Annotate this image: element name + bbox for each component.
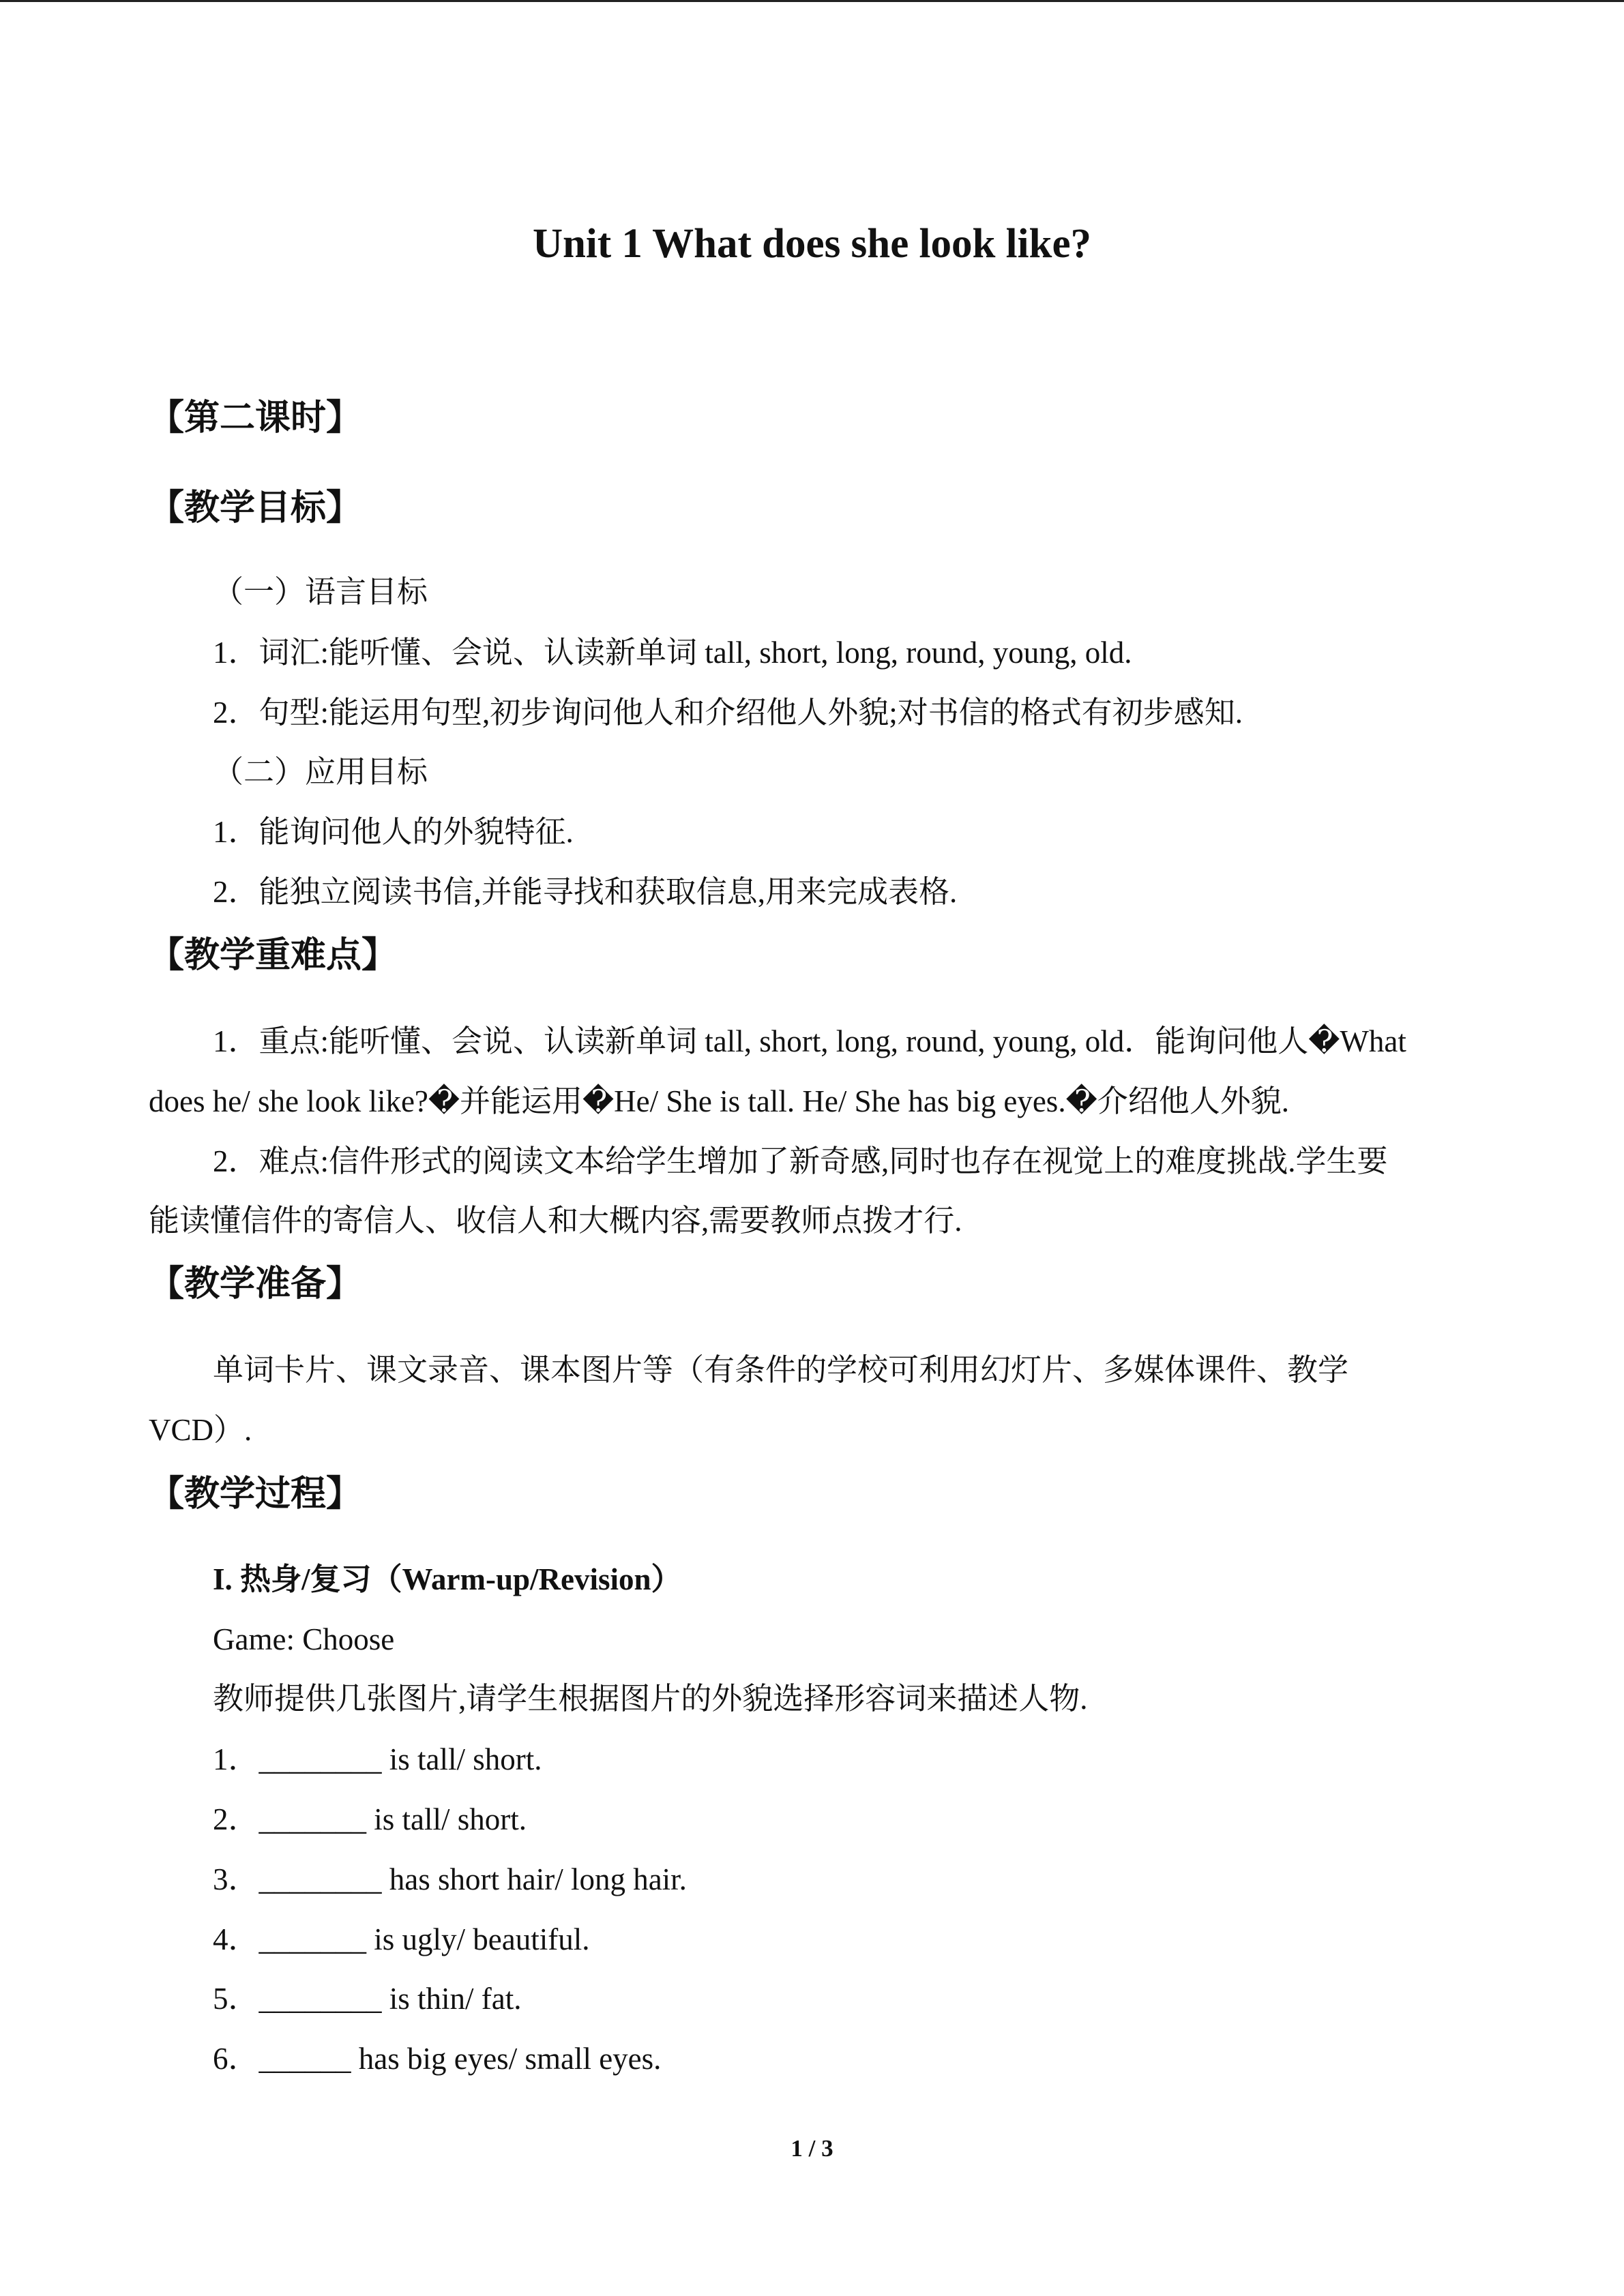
objectives-application-heading: （二）应用目标 <box>213 755 428 789</box>
key-point-1-line-1: 1．重点:能听懂、会说、认读新单词 tall, short, long, round, young, old．能询问他人�What <box>213 1024 1406 1058</box>
page-number: 1 / 3 <box>791 2135 833 2162</box>
game-instruction: 教师提供几张图片,请学生根据图片的外貌选择形容词来描述人物. <box>213 1682 1088 1716</box>
key-point-2-line-1: 2．难点:信件形式的阅读文本给学生增加了新奇感,同时也存在视觉上的难度挑战.学生要 <box>213 1144 1388 1178</box>
exercise-item-5: 5．________ is thin/ fat. <box>213 1982 522 2016</box>
preparation-line-2: VCD）. <box>149 1413 252 1447</box>
section-heading-preparation: 【教学准备】 <box>149 1264 362 1304</box>
objectives-application-item-1: 1．能询问他人的外貌特征. <box>213 815 574 849</box>
objectives-language-item-2: 2．句型:能运用句型,初步询问他人和介绍他人外貌;对书信的格式有初步感知. <box>213 696 1243 730</box>
warmup-heading: I. 热身/复习（Warm-up/Revision） <box>213 1562 682 1596</box>
section-heading-objectives: 【教学目标】 <box>149 488 362 528</box>
exercise-item-2: 2．_______ is tall/ short. <box>213 1802 527 1836</box>
section-heading-process: 【教学过程】 <box>149 1474 362 1515</box>
objectives-language-heading: （一）语言目标 <box>213 575 428 609</box>
exercise-item-3: 3．________ has short hair/ long hair. <box>213 1862 687 1896</box>
key-point-2-line-2: 能读懂信件的寄信人、收信人和大概内容,需要教师点拨才行. <box>149 1204 962 1238</box>
exercise-item-6: 6．______ has big eyes/ small eyes. <box>213 2042 662 2076</box>
objectives-language-item-1: 1．词汇:能听懂、会说、认读新单词 tall, short, long, round, young, old. <box>213 636 1132 670</box>
objectives-application-item-2: 2．能独立阅读书信,并能寻找和获取信息,用来完成表格. <box>213 875 958 909</box>
section-heading-lesson: 【第二课时】 <box>149 398 362 438</box>
exercise-item-4: 4．_______ is ugly/ beautiful. <box>213 1922 590 1956</box>
document-title: Unit 1 What does she look like? <box>532 221 1092 267</box>
section-heading-key-points: 【教学重难点】 <box>149 935 398 976</box>
game-label: Game: Choose <box>213 1622 395 1656</box>
preparation-line-1: 单词卡片、课文录音、课本图片等（有条件的学校可利用幻灯片、多媒体课件、教学 <box>213 1353 1349 1387</box>
page-top-border <box>0 0 1624 2</box>
exercise-item-1: 1．________ is tall/ short. <box>213 1742 542 1776</box>
key-point-1-line-2: does he/ she look like?�并能运用�He/ She is tall. He/ She has big eyes.�介绍他人外貌. <box>149 1084 1289 1118</box>
